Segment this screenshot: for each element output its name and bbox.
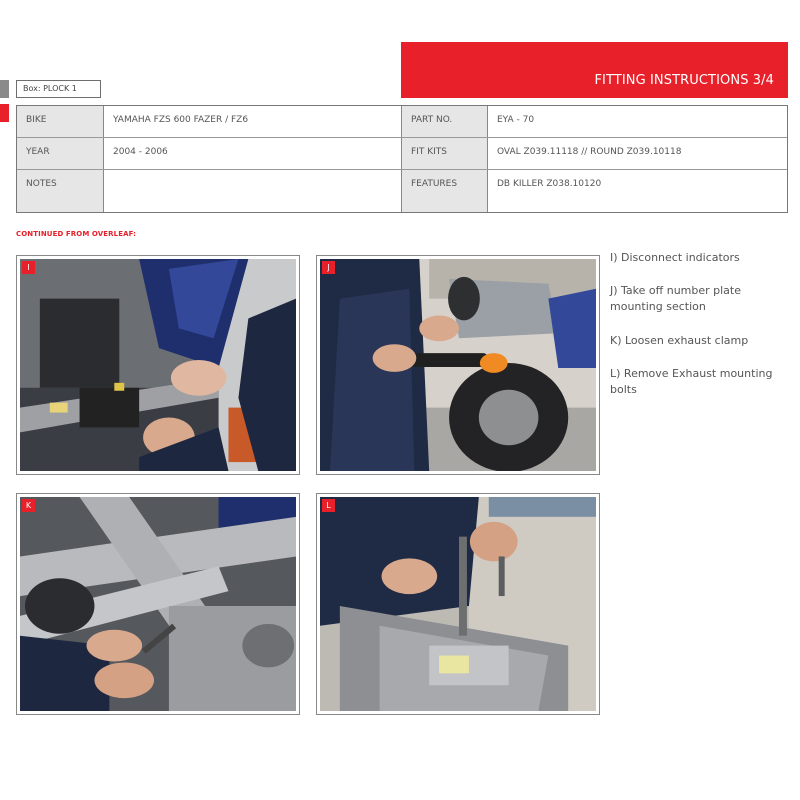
year-label: YEAR xyxy=(17,138,103,169)
features-label: FEATURES xyxy=(402,170,487,212)
table-divider xyxy=(103,106,104,212)
title-banner xyxy=(401,42,788,98)
photo-step-k xyxy=(16,493,300,715)
photo-image xyxy=(20,497,296,711)
table-divider xyxy=(17,169,787,170)
table-divider xyxy=(487,106,488,212)
part-no-label: PART NO. xyxy=(402,106,487,137)
step-badge: K xyxy=(22,499,35,512)
step-k-text: K) Loosen exhaust clamp xyxy=(610,334,749,347)
edge-tab-gray xyxy=(0,80,9,98)
step-j-text: J) Take off number plate mounting section xyxy=(610,284,742,313)
fit-kits-label: FIT KITS xyxy=(402,138,487,169)
part-no-value: EYA - 70 xyxy=(497,115,535,125)
spec-table xyxy=(16,105,788,213)
year-value: 2004 - 2006 xyxy=(113,147,168,157)
features-value: DB KILLER Z038.10120 xyxy=(497,179,602,189)
notes-label: NOTES xyxy=(17,170,103,212)
bike-value: YAMAHA FZS 600 FAZER / FZ6 xyxy=(113,115,249,125)
page-title: FITTING INSTRUCTIONS 3/4 xyxy=(594,73,774,88)
photo-step-l xyxy=(316,493,600,715)
fit-kits-value: OVAL Z039.11118 // ROUND Z039.10118 xyxy=(497,147,682,157)
photo-illustration xyxy=(20,259,296,471)
photo-illustration xyxy=(20,497,296,711)
photo-image xyxy=(320,259,596,471)
photo-image xyxy=(320,497,596,711)
photo-illustration xyxy=(320,497,596,711)
bike-label: BIKE xyxy=(17,106,103,137)
continued-note: CONTINUED FROM OVERLEAF: xyxy=(16,230,137,238)
photo-step-i xyxy=(16,255,300,475)
notes-value xyxy=(104,170,401,212)
step-l-text: L) Remove Exhaust mounting bolts xyxy=(610,367,773,396)
step-badge: L xyxy=(322,499,335,512)
step-badge: I xyxy=(22,261,35,274)
edge-tab-red xyxy=(0,104,9,122)
photo-illustration xyxy=(320,259,596,471)
table-divider xyxy=(401,106,402,212)
box-label: Box: PLOCK 1 xyxy=(16,80,101,98)
step-i-text: I) Disconnect indicators xyxy=(610,251,740,264)
table-divider xyxy=(17,137,787,138)
photo-step-j xyxy=(316,255,600,475)
step-badge: J xyxy=(322,261,335,274)
photo-image xyxy=(20,259,296,471)
